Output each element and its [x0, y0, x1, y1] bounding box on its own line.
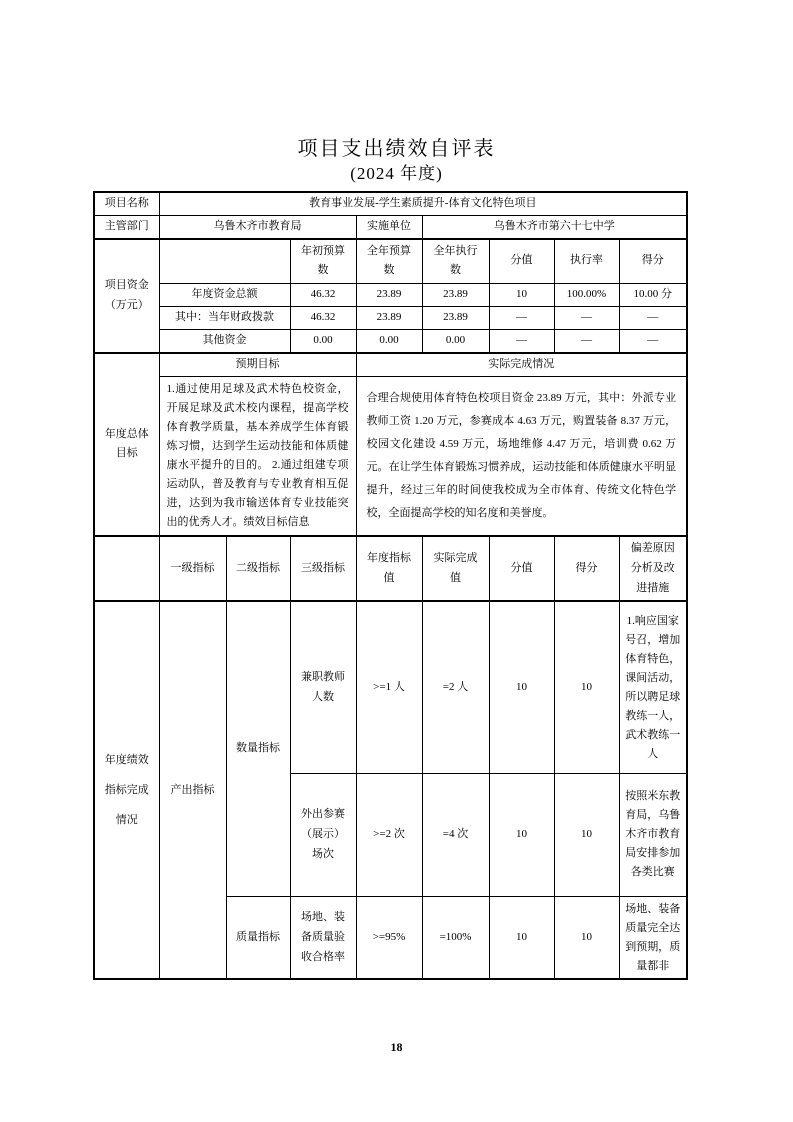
goal-expected-header: 预期目标 [159, 353, 356, 376]
col-header-deviation: 偏差原因分析及改进措施 [619, 536, 687, 601]
indicator-score-max: 10 [489, 773, 554, 896]
col-header-level2: 二级指标 [226, 536, 290, 601]
goal-actual-header: 实际完成情况 [356, 353, 687, 376]
funds-row-label: 其他资金 [159, 329, 290, 352]
indicator-score-max: 10 [489, 601, 554, 773]
col-header-ind-score-max: 分值 [489, 536, 554, 601]
funds-value: 46.32 [290, 284, 356, 307]
funds-value: — [619, 306, 687, 329]
blank-cell [159, 239, 290, 284]
col-header-score-max: 分值 [489, 239, 554, 284]
project-name-value: 教育事业发展-学生素质提升-体育文化特色项目 [159, 192, 687, 215]
impl-unit-value: 乌鲁木齐市第六十七中学 [422, 215, 687, 238]
dept-label: 主管部门 [94, 215, 159, 238]
funds-value: — [489, 329, 554, 352]
funds-header-row [94, 239, 687, 284]
indicator-actual: =2 人 [422, 601, 489, 773]
indicator-score: 10 [554, 773, 619, 896]
indicator-target: >=95% [356, 896, 422, 979]
indicator-row [94, 601, 687, 773]
indicator-score: 10 [554, 896, 619, 979]
col-header-target: 年度指标值 [356, 536, 422, 601]
level3-indicator: 场地、装备质量验收合格率 [290, 896, 356, 979]
funds-value: 23.89 [356, 284, 422, 307]
page-subtitle: (2024 年度) [350, 164, 443, 183]
goal-content-row [94, 376, 687, 536]
indicator-deviation: 场地、装备质量完全达到预期，质量都非 [619, 896, 687, 979]
page-number: 18 [390, 1040, 403, 1054]
indicator-actual: =100% [422, 896, 489, 979]
funds-value: 23.89 [422, 306, 489, 329]
col-header-level3: 三级指标 [290, 536, 356, 601]
col-header-actual: 实际完成值 [422, 536, 489, 601]
funds-value: 10.00 分 [619, 284, 687, 307]
indicator-target: >=2 次 [356, 773, 422, 896]
funds-row-total [94, 284, 687, 307]
indicator-actual: =4 次 [422, 773, 489, 896]
funds-value: 10 [489, 284, 554, 307]
funds-value: 23.89 [422, 284, 489, 307]
indicator-score-max: 10 [489, 896, 554, 979]
col-header-rate: 执行率 [554, 239, 619, 284]
level2-indicator: 质量指标 [226, 896, 290, 979]
funds-value: — [554, 306, 619, 329]
col-header-executed: 全年执行数 [422, 239, 489, 284]
col-header-ind-score: 得分 [554, 536, 619, 601]
indicator-deviation: 1.响应国家号召，增加体育特色，课间活动，所以聘足球教练一人，武术教练一人 [619, 601, 687, 773]
indicators-section-label: 年度绩效指标完成情况 [94, 601, 159, 979]
funds-value: 100.00% [554, 284, 619, 307]
funds-row-other [94, 329, 687, 352]
funds-value: — [619, 329, 687, 352]
funds-value: 0.00 [290, 329, 356, 352]
goal-header-row [94, 353, 687, 376]
funds-value: 46.32 [290, 306, 356, 329]
dept-value: 乌鲁木齐市教育局 [159, 215, 356, 238]
funds-row-label: 其中：当年财政拨款 [159, 306, 290, 329]
project-name-label: 项目名称 [94, 192, 159, 215]
funds-row-label: 年度资金总额 [159, 284, 290, 307]
indicator-deviation: 按照米东教育局，乌鲁木齐市教育局安排参加各类比赛 [619, 773, 687, 896]
self-evaluation-table [93, 191, 688, 980]
funds-value: — [489, 306, 554, 329]
indicator-header-row [94, 536, 687, 601]
funds-value: 23.89 [356, 306, 422, 329]
goal-actual-text: 合理合规使用体育特色校项目资金 23.89 万元，其中：外派专业教师工资 1.20 万元，参赛成本 4.63 万元，购置装备 8.37 万元，校园文化建设 4.59 万元，场地维修 4.47 万元，培训费 0.62 万元。在让学生体育锻炼习惯养成，运动技能和体质健康水平明显提升，经过三年的时间使我校成为全市体育、传统文化特色学校，全面提高学校的知名度和美誉度。 [356, 376, 687, 536]
col-header-level1: 一级指标 [159, 536, 226, 601]
table-row [94, 215, 687, 238]
col-header-score: 得分 [619, 239, 687, 284]
level3-indicator: 外出参赛（展示）场次 [290, 773, 356, 896]
level1-indicator: 产出指标 [159, 601, 226, 979]
table-row [94, 192, 687, 215]
funds-value: 0.00 [422, 329, 489, 352]
funds-value: — [554, 329, 619, 352]
impl-unit-label: 实施单位 [356, 215, 422, 238]
col-header-annual-budget: 全年预算数 [356, 239, 422, 284]
col-header-initial-budget: 年初预算数 [290, 239, 356, 284]
blank-cell [94, 536, 159, 601]
page-title: 项目支出绩效自评表 [297, 138, 496, 160]
funds-value: 0.00 [356, 329, 422, 352]
level2-indicator: 数量指标 [226, 601, 290, 896]
goal-expected-text: 1.通过使用足球及武术特色校资金，开展足球及武术校内课程，提高学校体育教学质量，基本养成学生体育锻炼习惯，达到学生运动技能和体质健康水平提升的目的。 2.通过组建专项运动队，普及教育与专业教育相互促进，达到为我市输送体育专业技能突出的优秀人才。绩效目标信息 [159, 376, 356, 536]
indicator-target: >=1 人 [356, 601, 422, 773]
funds-section-label: 项目资金（万元） [94, 239, 159, 353]
goal-section-label: 年度总体目标 [94, 353, 159, 536]
level3-indicator: 兼职教师人数 [290, 601, 356, 773]
indicator-score: 10 [554, 601, 619, 773]
funds-row-fiscal [94, 306, 687, 329]
